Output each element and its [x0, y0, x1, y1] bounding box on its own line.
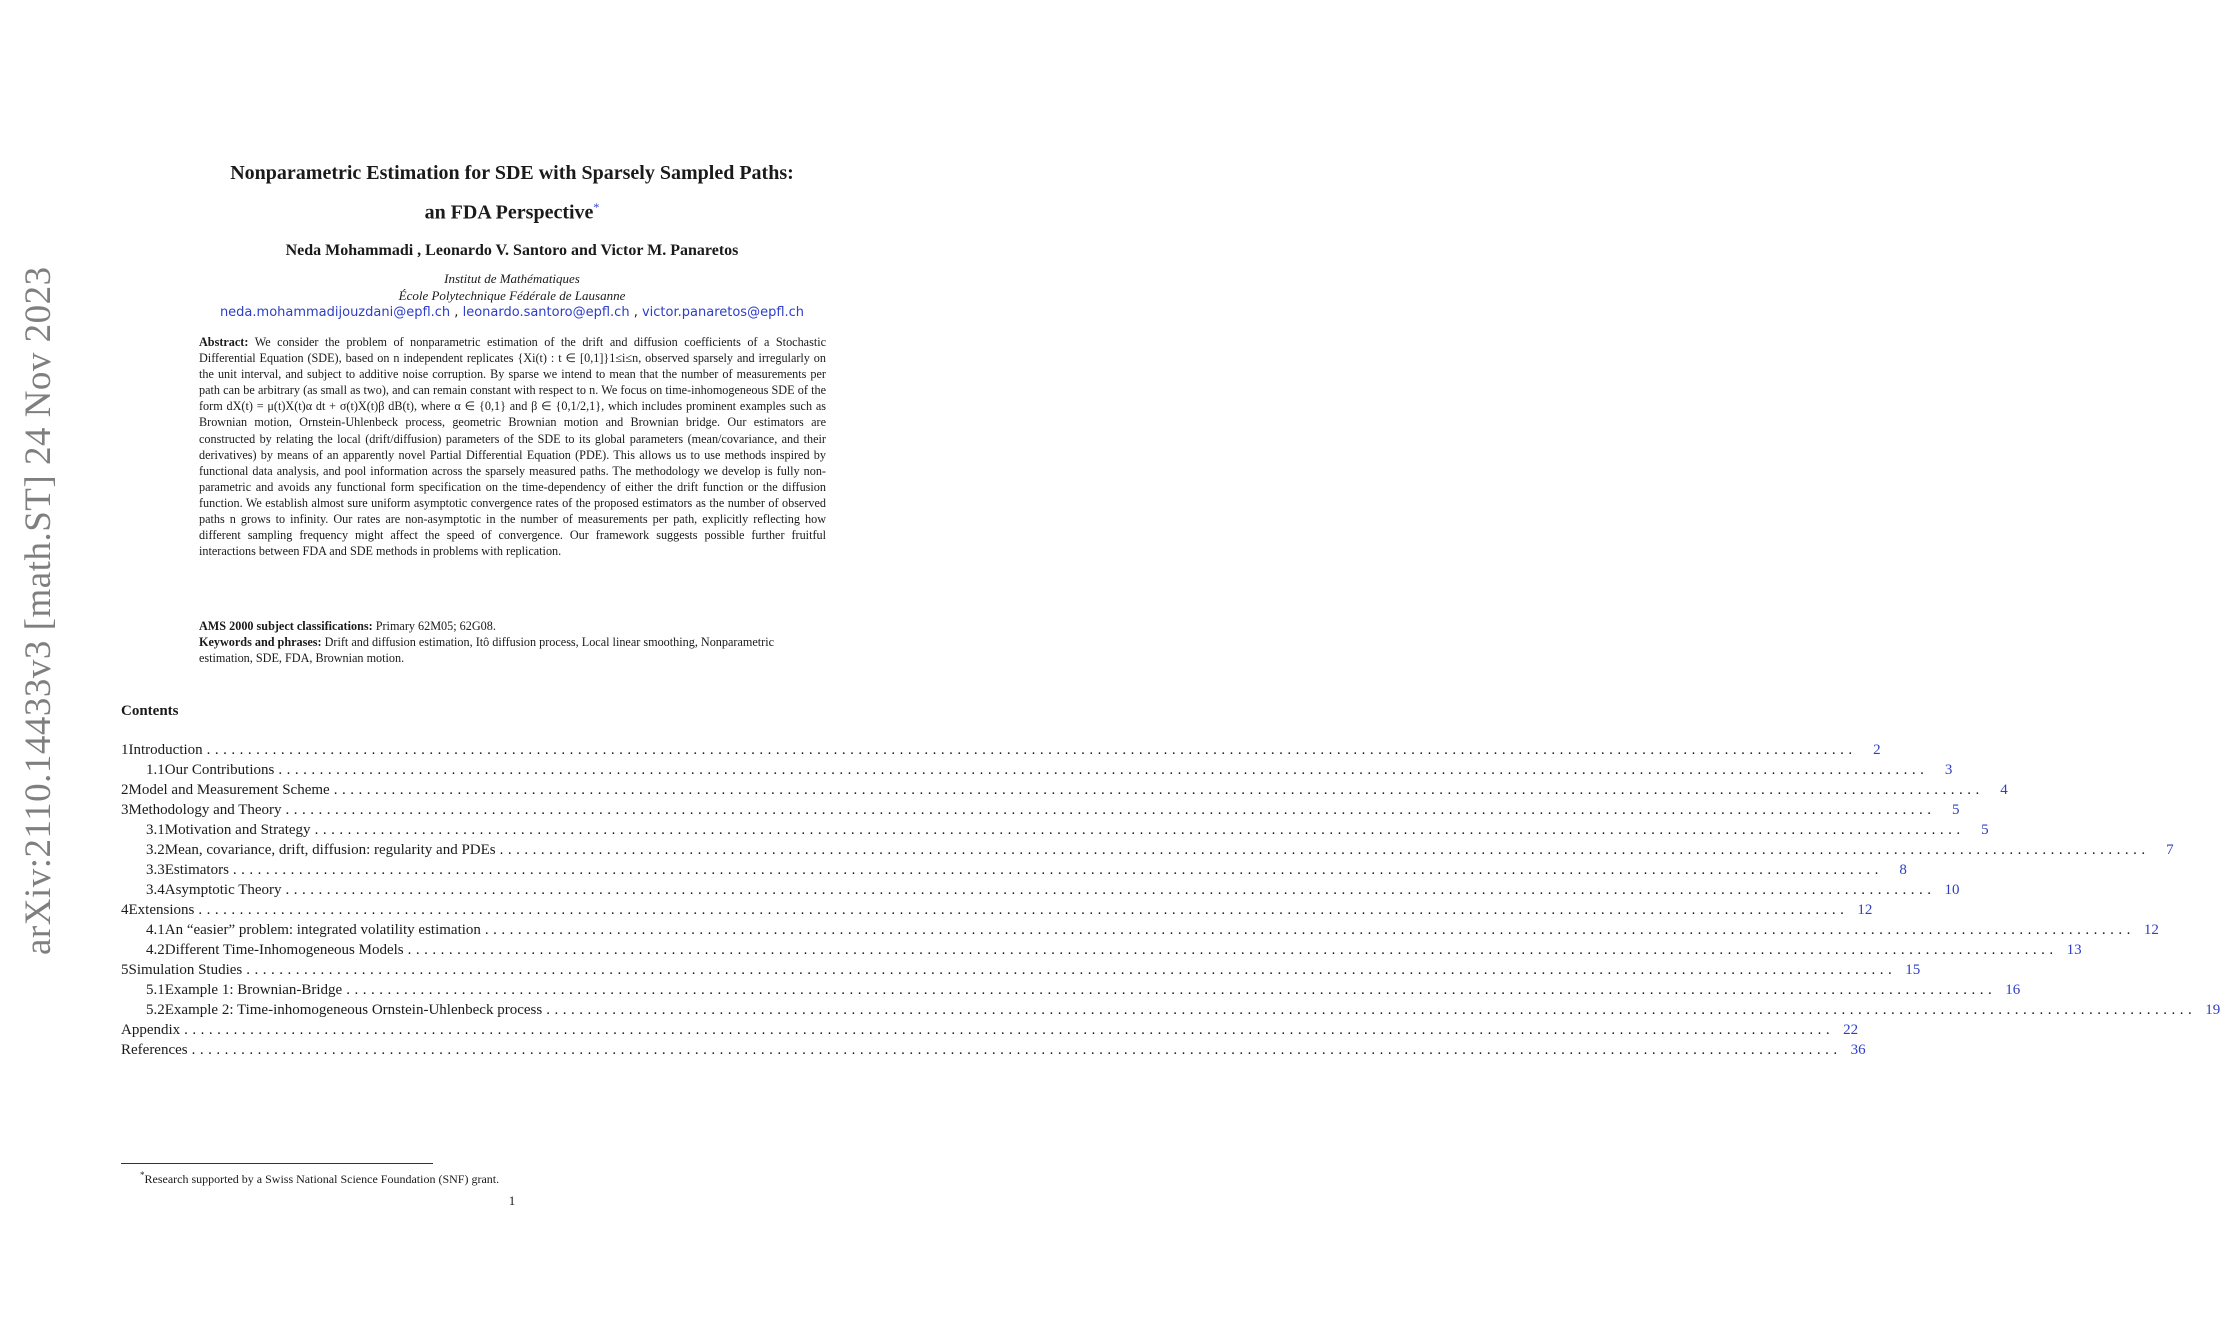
email-separator: ,	[629, 305, 642, 320]
toc-entry[interactable]	[121, 982, 2021, 1002]
toc-entry-title[interactable]: Mean, covariance, drift, diffusion: regularity and PDEs	[164, 842, 496, 858]
toc-entry-title[interactable]: References	[121, 1042, 188, 1058]
toc-entry[interactable]	[121, 842, 2174, 862]
toc-page-link[interactable]: 10	[1944, 882, 1960, 898]
toc-dot-leader: ........................................................................................................................................................................................................	[407, 942, 2058, 958]
email-link-mohammadi[interactable]: neda.mohammadijouzdani@epfl.ch	[219, 305, 451, 320]
arxiv-side-stamp: arXiv:2110.14433v3 [math.ST] 24 Nov 2023	[18, 266, 59, 955]
toc-entry-number: 5.1	[146, 982, 165, 998]
toc-entry-number: 5	[121, 962, 129, 978]
footnote-rule	[121, 1163, 433, 1164]
toc-entry[interactable]	[121, 822, 1989, 842]
abstract-text: We consider the problem of nonparametric estimation of the drift and diffusion coefficients of a Stochastic Differential Equation (SDE), based on n independent replicates {Xi(t) : t ∈ [0,1]}1≤i≤n, observed sparsely and irregularly on the unit interval, and subject to additive noise corruption. By sparse we intend to mean that the number of measurements per path can be arbitrary (as small as two), and can remain constant with respect to n. We focus on time-inhomogeneous SDE of the form dX(t) = μ(t)X(t)α dt + σ(t)X(t)β dB(t), where α ∈ {0,1} and β ∈ {0,1/2,1}, which includes prominent examples such as Brownian motion, Ornstein-Uhlenbeck process, geometric Brownian motion and Brownian bridge. Our estimators are constructed by relating the local (drift/diffusion) parameters of the SDE to its global parameters (mean/covariance, and their derivatives) by means of an apparently novel Partial Differential Equation (PDE). This allows us to use methods inspired by functional data analysis, and pool information across the sparsely measured paths. The methodology we develop is fully non-parametric and avoids any functional form specification on the time-dependency of either the drift function or the diffusion function. We establish almost sure uniform asymptotic convergence rates of the proposed estimators as the number of observed paths n grows to infinity. Our rates are non-asymptotic in the number of measurements per path, explicitly reflecting how different sampling frequency might affect the speed of convergence. Our framework suggests possible further fruitful interactions between FDA and SDE methods in problems with replication.	[199, 335, 826, 559]
toc-page-link[interactable]: 16	[2005, 982, 2021, 998]
toc-dot-leader: ........................................................................................................................................................................................................	[333, 782, 1984, 798]
toc-entry[interactable]	[121, 942, 2082, 962]
footnote-text: Research supported by a Swiss National Science Foundation (SNF) grant.	[144, 1172, 500, 1186]
toc-entry[interactable]	[121, 922, 2159, 942]
toc-entry[interactable]	[121, 762, 1953, 782]
toc-entry-title[interactable]: Introduction	[128, 742, 203, 758]
email-separator: ,	[450, 305, 463, 320]
toc-entry-title[interactable]: Model and Measurement Scheme	[128, 782, 330, 798]
toc-dot-leader: ........................................................................................................................................................................................................	[206, 742, 1857, 758]
paper-title-line2	[0, 200, 1024, 225]
table-of-contents	[121, 742, 2220, 1062]
toc-dot-leader: ........................................................................................................................................................................................................	[198, 902, 1849, 918]
email-link-panaretos[interactable]: victor.panaretos@epfl.ch	[641, 305, 805, 320]
keywords	[199, 634, 826, 666]
toc-entry-title[interactable]: Asymptotic Theory	[164, 882, 282, 898]
toc-page-link[interactable]: 19	[2205, 1002, 2220, 1018]
paper-title-line1: Nonparametric Estimation for SDE with Sparsely Sampled Paths:	[230, 162, 794, 184]
toc-page-link[interactable]: 36	[1850, 1042, 1866, 1058]
abstract	[199, 334, 826, 559]
toc-dot-leader: ........................................................................................................................................................................................................	[278, 762, 1929, 778]
page-number: 1	[508, 1193, 516, 1208]
toc-dot-leader: ........................................................................................................................................................................................................	[484, 922, 2135, 938]
toc-dot-leader: ........................................................................................................................................................................................................	[285, 882, 1936, 898]
contents-heading: Contents	[121, 703, 179, 719]
toc-dot-leader: ........................................................................................................................................................................................................	[546, 1002, 2197, 1018]
ams-label: AMS 2000 subject classifications:	[199, 619, 373, 633]
toc-page-link[interactable]: 8	[1899, 862, 1907, 878]
toc-entry-number: 4.1	[146, 922, 165, 938]
toc-entry[interactable]	[121, 1042, 1866, 1062]
footnote	[140, 1170, 499, 1187]
toc-entry-number: 3.4	[146, 882, 165, 898]
toc-entry-number: 3.2	[146, 842, 165, 858]
toc-entry-title[interactable]: Simulation Studies	[128, 962, 243, 978]
toc-page-link[interactable]: 13	[2066, 942, 2082, 958]
toc-entry-number: 3.1	[146, 822, 165, 838]
toc-entry-number: 5.2	[146, 1002, 165, 1018]
toc-dot-leader: ........................................................................................................................................................................................................	[191, 1042, 1842, 1058]
toc-entry-title[interactable]: Our Contributions	[164, 762, 275, 778]
keywords-text: Drift and diffusion estimation, Itô diffusion process, Local linear smoothing, Nonparametric estimation, SDE, FDA, Brownian motion.	[199, 635, 774, 666]
toc-dot-leader: ........................................................................................................................................................................................................	[285, 802, 1936, 818]
title-footnote-mark[interactable]: *	[593, 200, 600, 214]
toc-entry-title[interactable]: Methodology and Theory	[128, 802, 282, 818]
toc-entry-title[interactable]: Example 2: Time-inhomogeneous Ornstein-Uhlenbeck process	[164, 1002, 543, 1018]
toc-entry-title[interactable]: Appendix	[121, 1022, 181, 1038]
toc-dot-leader: ........................................................................................................................................................................................................	[232, 862, 1883, 878]
toc-dot-leader: ........................................................................................................................................................................................................	[499, 842, 2150, 858]
toc-entry[interactable]	[121, 742, 1881, 762]
email-link-santoro[interactable]: leonardo.santoro@epfl.ch	[462, 305, 630, 320]
toc-page-link[interactable]: 22	[1843, 1022, 1859, 1038]
toc-dot-leader: ........................................................................................................................................................................................................	[246, 962, 1897, 978]
toc-entry[interactable]	[121, 902, 1873, 922]
toc-entry-number: 3.3	[146, 862, 165, 878]
toc-page-link[interactable]: 3	[1944, 762, 1953, 778]
toc-dot-leader: ........................................................................................................................................................................................................	[346, 982, 1997, 998]
footnote-mark: *	[140, 1170, 145, 1180]
toc-entry-number: 1.1	[146, 762, 165, 778]
toc-page-link[interactable]: 5	[1952, 802, 1960, 818]
keywords-label: Keywords and phrases:	[199, 635, 322, 649]
abstract-label: Abstract:	[199, 335, 249, 349]
toc-page-link[interactable]: 12	[1857, 902, 1873, 918]
toc-entry-number: 2	[121, 782, 129, 798]
toc-dot-leader: ........................................................................................................................................................................................................	[184, 1022, 1835, 1038]
email-list	[0, 305, 1024, 320]
toc-page-link[interactable]: 4	[2000, 782, 2008, 798]
ams-text: Primary 62M05; 62G08.	[375, 619, 496, 633]
toc-dot-leader: ........................................................................................................................................................................................................	[314, 822, 1965, 838]
toc-page-link[interactable]: 5	[1981, 822, 1989, 838]
toc-page-link[interactable]: 7	[2166, 842, 2174, 858]
toc-page-link[interactable]: 15	[1905, 962, 1921, 978]
toc-entry-number: 3	[121, 802, 129, 818]
toc-entry-title[interactable]: Different Time-Inhomogeneous Models	[164, 942, 404, 958]
toc-entry[interactable]	[121, 862, 1907, 882]
toc-entry-number: 4	[121, 902, 129, 918]
toc-entry-title[interactable]: Extensions	[128, 902, 195, 918]
toc-entry[interactable]	[121, 782, 2008, 802]
authors: Neda Mohammadi , Leonardo V. Santoro and Victor M. Panaretos	[285, 242, 739, 259]
toc-entry[interactable]	[121, 1022, 1859, 1042]
toc-page-link[interactable]: 12	[2143, 922, 2159, 938]
paper-title-line2-text: an FDA Perspective	[424, 201, 594, 224]
toc-entry-number: 4.2	[146, 942, 165, 958]
affiliation-institute: Institut de Mathématiques	[444, 271, 580, 286]
toc-entry-title[interactable]: An “easier” problem: integrated volatility estimation	[164, 922, 481, 938]
toc-entry[interactable]	[121, 882, 1960, 902]
toc-entry[interactable]	[121, 962, 1921, 982]
toc-entry-title[interactable]: Estimators	[164, 862, 229, 878]
toc-entry-title[interactable]: Example 1: Brownian-Bridge	[164, 982, 343, 998]
toc-entry[interactable]	[121, 802, 1960, 822]
toc-entry-title[interactable]: Motivation and Strategy	[164, 822, 311, 838]
toc-page-link[interactable]: 2	[1873, 742, 1881, 758]
affiliation-school: École Polytechnique Fédérale de Lausanne	[398, 288, 626, 303]
ams-classification	[199, 618, 826, 634]
toc-entry-number: 1	[121, 742, 129, 758]
toc-entry[interactable]	[121, 1002, 2220, 1022]
